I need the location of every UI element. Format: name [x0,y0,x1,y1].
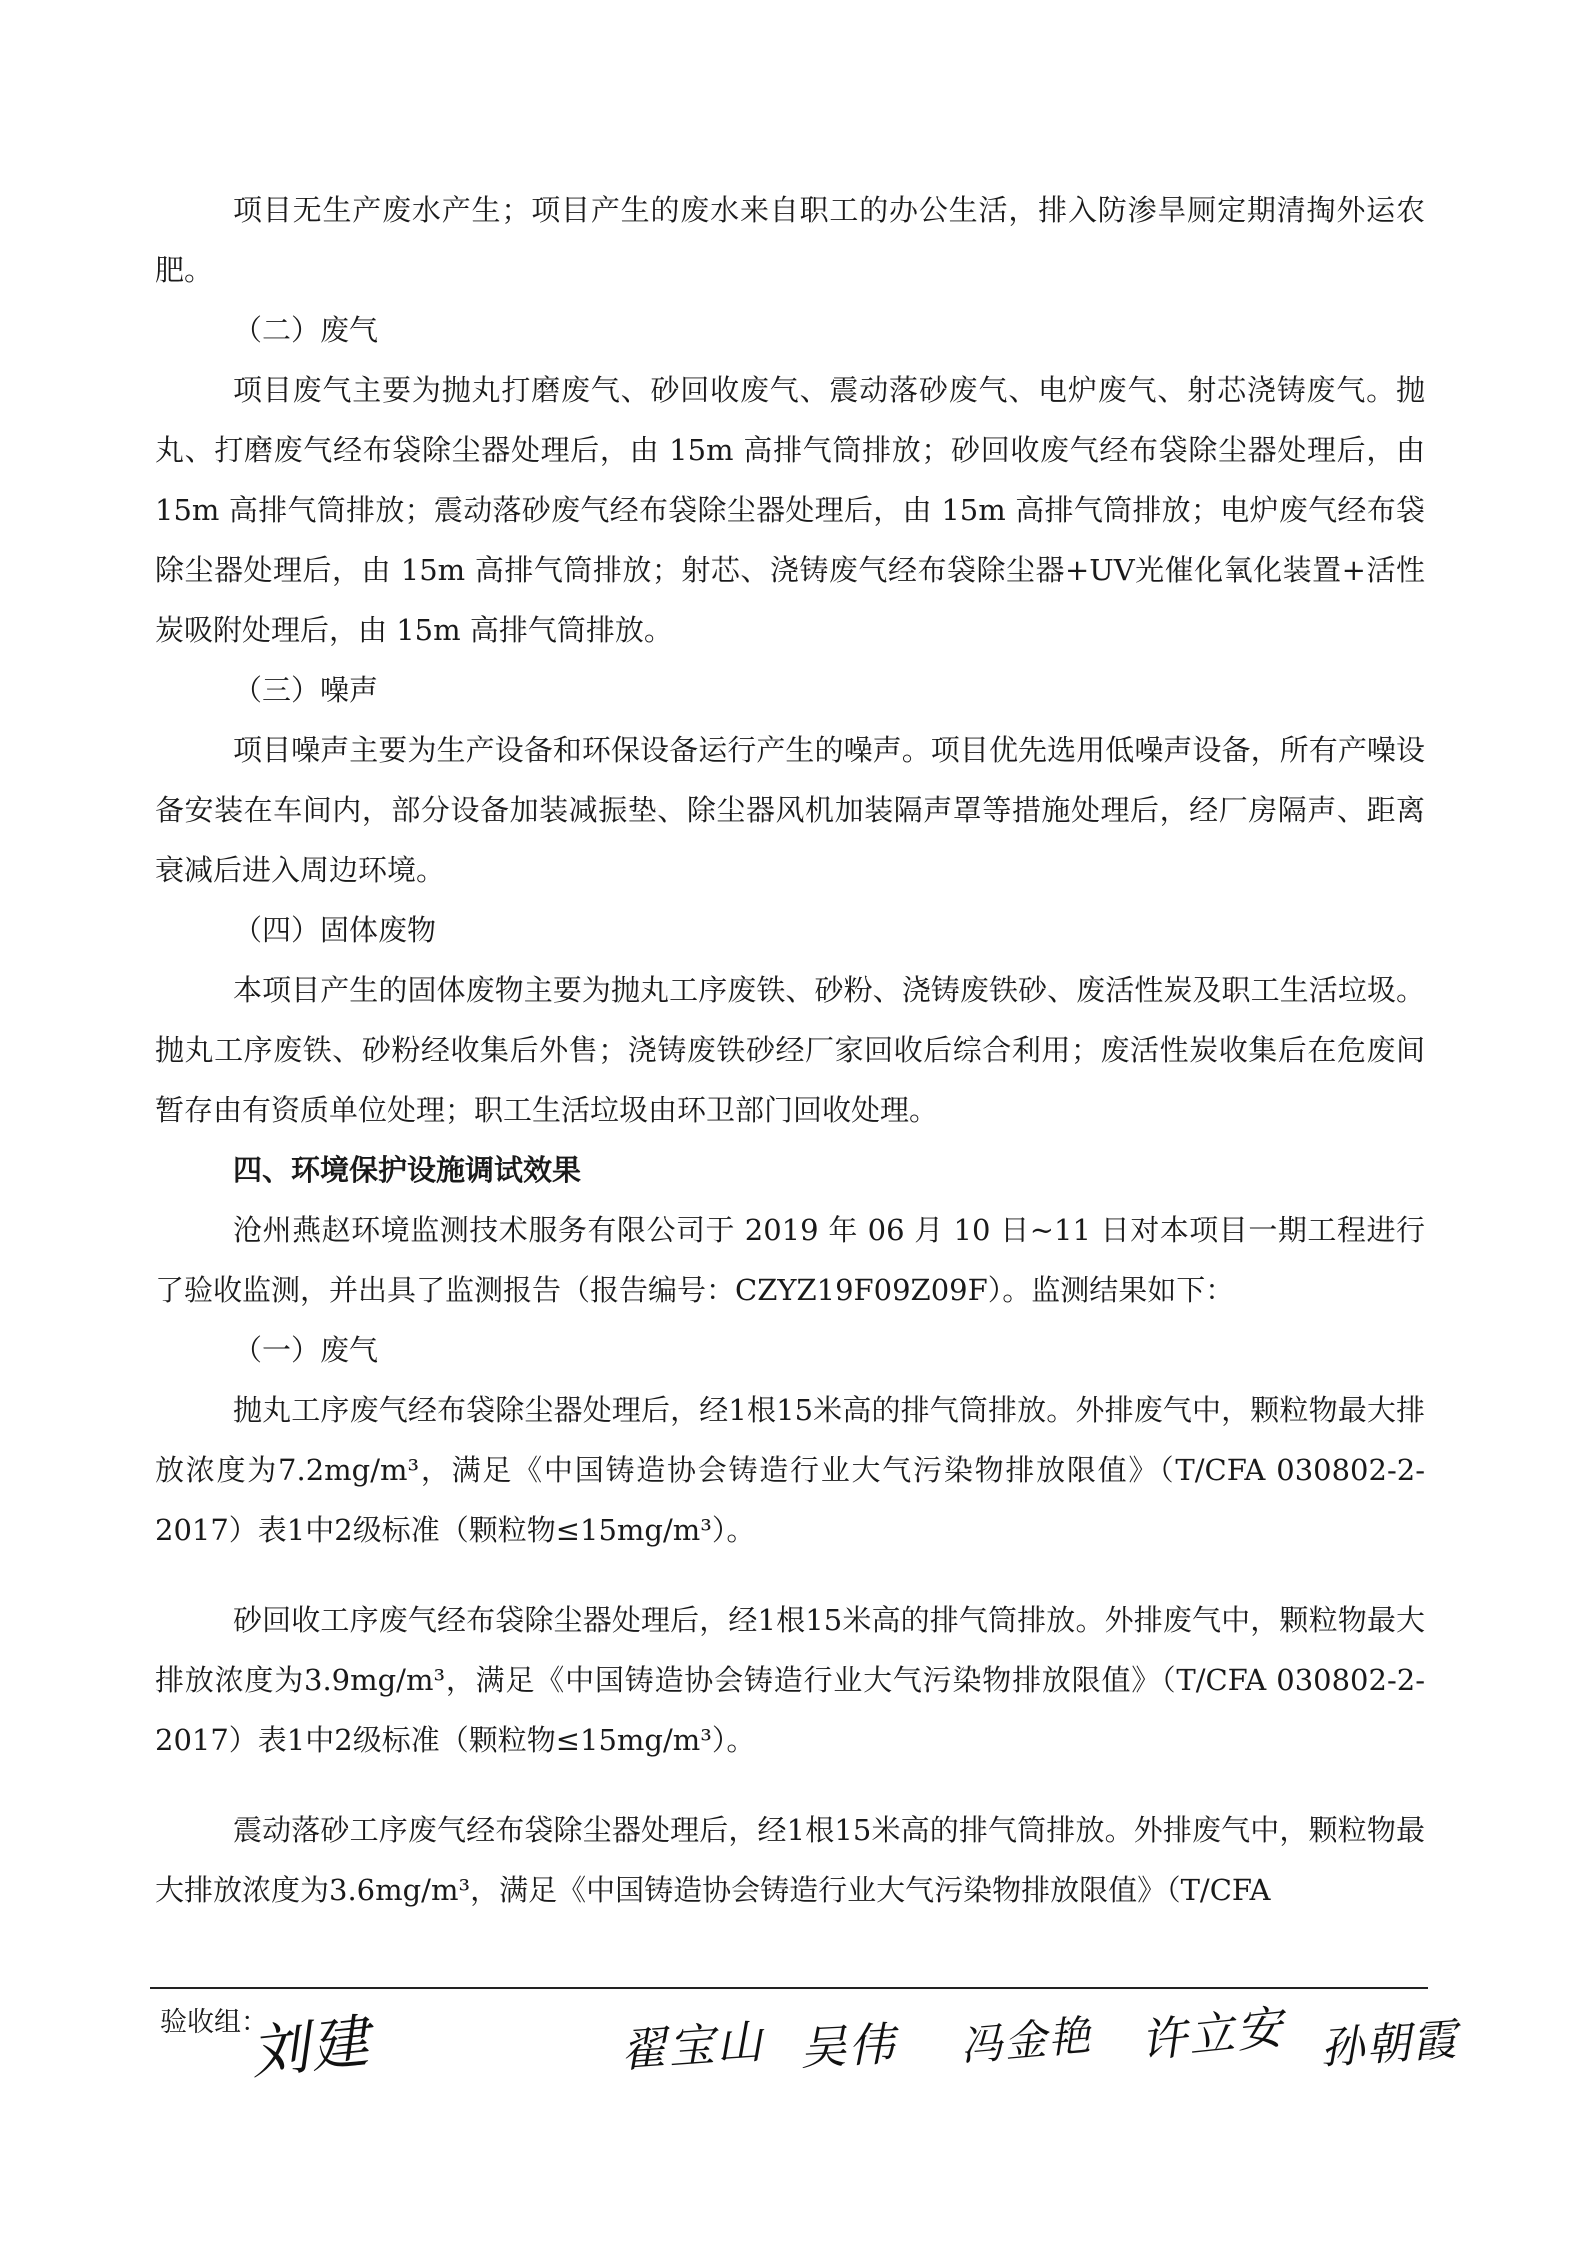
chapter-heading: 四、环境保护设施调试效果 [233,1153,582,1187]
paragraph: 砂回收工序废气经布袋除尘器处理后，经1根15米高的排气筒排放。外排废气中，颗粒物最大排放浓度为3.9mg/m³，满足《中国铸造协会铸造行业大气污染物排放限值》（T/CFA 030802-2-2017）表1中2级标准（颗粒物≤15mg/m³）。 [155,1603,1425,1757]
paragraph-gap [155,1560,1425,1590]
signature: 冯金艳 [958,2010,1095,2071]
acceptance-group-label: 验收组： [160,2007,268,2038]
paragraph-gap [155,1770,1425,1800]
signature: 刘建 [247,2006,374,2088]
signature: 吴伟 [798,2016,898,2076]
paragraph: 震动落砂工序废气经布袋除尘器处理后，经1根15米高的排气筒排放。外排废气中，颗粒物最大排放浓度为3.6mg/m³，满足《中国铸造协会铸造行业大气污染物排放限值》（T/CFA [155,1813,1425,1907]
document-body [155,180,1425,1920]
paragraph: 项目废气主要为抛丸打磨废气、砂回收废气、震动落砂废气、电炉废气、射芯浇铸废气。抛丸、打磨废气经布袋除尘器处理后，由 15m 高排气筒排放；砂回收废气经布袋除尘器处理后，由 15m 高排气筒排放；震动落砂废气经布袋除尘器处理后，由 15m 高排气筒排放；电炉废气经布袋除尘器处理后，由 15m 高排气筒排放；射芯、浇铸废气经布袋除尘器+UV光催化氧化装置+活性炭吸附处理后，由 15m 高排气筒排放。 [155,373,1425,647]
paragraph: 项目噪声主要为生产设备和环保设备运行产生的噪声。项目优先选用低噪声设备，所有产噪设备安装在车间内，部分设备加装减振垫、除尘器风机加装隔声罩等措施处理后，经厂房隔声、距离衰减后进入周边环境。 [155,733,1425,887]
section-heading: （四）固体废物 [233,913,437,947]
section-heading: （二）废气 [233,313,379,347]
signature: 翟宝山 [618,2014,766,2078]
paragraph: 沧州燕赵环境监测技术服务有限公司于 2019 年 06 月 10 日~11 日对本项目一期工程进行了验收监测，并出具了监测报告（报告编号：CZYZ19F09Z09F）。监测结果如下： [155,1213,1425,1307]
section-heading: （一）废气 [233,1333,379,1367]
signature-area [240,1980,1540,2150]
paragraph: 本项目产生的固体废物主要为抛丸工序废铁、砂粉、浇铸废铁砂、废活性炭及职工生活垃圾。抛丸工序废铁、砂粉经收集后外售；浇铸废铁砂经厂家回收后综合利用；废活性炭收集后在危废间暂存由有资质单位处理；职工生活垃圾由环卫部门回收处理。 [155,973,1425,1127]
paragraph: 项目无生产废水产生；项目产生的废水来自职工的办公生活，排入防渗旱厕定期清掏外运农肥。 [155,193,1425,287]
section-heading: （三）噪声 [233,673,379,707]
paragraph: 抛丸工序废气经布袋除尘器处理后，经1根15米高的排气筒排放。外排废气中，颗粒物最大排放浓度为7.2mg/m³，满足《中国铸造协会铸造行业大气污染物排放限值》（T/CFA 030802-2-2017）表1中2级标准（颗粒物≤15mg/m³）。 [155,1393,1425,1547]
signature: 许立安 [1137,1999,1287,2069]
signature: 孙朝霞 [1318,2014,1460,2075]
